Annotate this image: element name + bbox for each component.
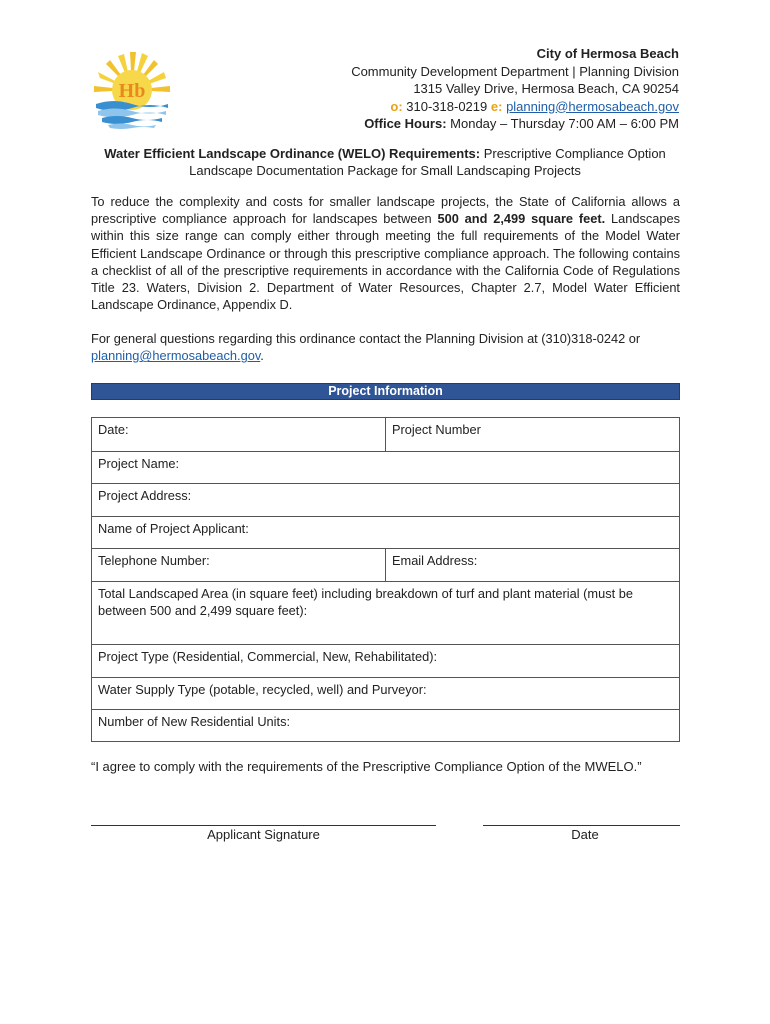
- office-hours-line: [351, 115, 679, 133]
- contact-email-link[interactable]: planning@hermosabeach.gov: [91, 348, 261, 364]
- header-email-link[interactable]: planning@hermosabeach.gov: [506, 98, 679, 114]
- form-row-date: [92, 418, 679, 451]
- phone-email-line: [351, 98, 679, 116]
- project-name-field[interactable]: Project Name:: [98, 456, 180, 471]
- title-bold: Water Efficient Landscape Ordinance (WELO) Requirements:: [104, 146, 481, 161]
- agreement-statement: “I agree to comply with the requirements of the Prescriptive Compliance Option of the MWELO.”: [91, 759, 642, 774]
- department-name: Community Development Department | Planning Division: [351, 63, 679, 79]
- section-header-project-information: Project Information: [91, 383, 680, 400]
- office-phone-label: o:: [390, 98, 403, 114]
- form-row-project-type: [92, 644, 679, 677]
- office-address: 1315 Valley Drive, Hermosa Beach, CA 90254: [413, 81, 679, 96]
- intro-part2: Landscapes within this size range can comply either through meeting the full requirements of the Model Water Efficient Landscape Ordinance or through this prescriptive compliance approach. The following contains a checklist of all of the prescriptive requirements in accordance with the California Code of Regulations Title 23. Waters, Division 2. Department of Water Resources, Chapter 2.7, Model Water Efficient Landscape Ordinance, Appendix D.: [91, 211, 681, 313]
- waves-icon: [96, 101, 168, 129]
- title-rest: Prescriptive Compliance Option: [483, 146, 666, 161]
- email-address-field[interactable]: Email Address:: [392, 553, 478, 568]
- email-label: e:: [490, 98, 503, 114]
- form-row-project-address: [92, 483, 679, 516]
- signature-date-label: Date: [571, 827, 599, 842]
- office-hours: Monday – Thursday 7:00 AM – 6:00 PM: [450, 116, 679, 131]
- city-name: City of Hermosa Beach: [536, 46, 679, 61]
- contact-period: .: [260, 348, 264, 364]
- intro-part1: To reduce the complexity and costs for smaller landscape projects, the State of California allows a prescriptive compliance approach for landscapes between: [91, 194, 680, 227]
- project-address-field[interactable]: Project Address:: [98, 488, 192, 503]
- form-row-total-area: [92, 581, 679, 644]
- water-supply-field[interactable]: Water Supply Type (potable, recycled, well) and Purveyor:: [98, 682, 427, 697]
- office-phone: 310-318-0219: [406, 98, 488, 114]
- title-subtitle: Landscape Documentation Package for Small Landscaping Projects: [189, 163, 581, 178]
- residential-units-field[interactable]: Number of New Residential Units:: [98, 714, 291, 729]
- form-row-water-supply: [92, 677, 679, 709]
- logo-letters: Hb: [118, 80, 146, 102]
- intro-bold: 500 and 2,499 square feet.: [437, 211, 606, 227]
- document-title: [60, 145, 710, 179]
- date-field[interactable]: Date:: [92, 418, 386, 451]
- applicant-signature-label: Applicant Signature: [207, 827, 320, 842]
- form-row-residential-units: [92, 709, 679, 741]
- office-hours-label: Office Hours:: [364, 116, 447, 131]
- total-landscaped-area-field[interactable]: Total Landscaped Area (in square feet) including breakdown of turf and plant material (must be between 500 and 2,499 square feet):: [98, 586, 633, 618]
- form-row-applicant-name: [92, 516, 679, 548]
- applicant-name-field[interactable]: Name of Project Applicant:: [98, 521, 249, 536]
- project-information-form: [91, 417, 680, 742]
- telephone-field[interactable]: Telephone Number:: [92, 549, 386, 581]
- project-number-field[interactable]: Project Number: [392, 422, 481, 437]
- form-row-telephone: [92, 548, 679, 581]
- city-logo: [88, 50, 176, 130]
- intro-paragraph: [91, 193, 680, 313]
- header-contact-block: [351, 45, 679, 133]
- project-type-field[interactable]: Project Type (Residential, Commercial, New, Rehabilitated):: [98, 649, 438, 664]
- form-row-project-name: [92, 451, 679, 483]
- contact-paragraph: [91, 330, 680, 364]
- contact-text: For general questions regarding this ordinance contact the Planning Division at (310)318-0242 or: [91, 331, 641, 346]
